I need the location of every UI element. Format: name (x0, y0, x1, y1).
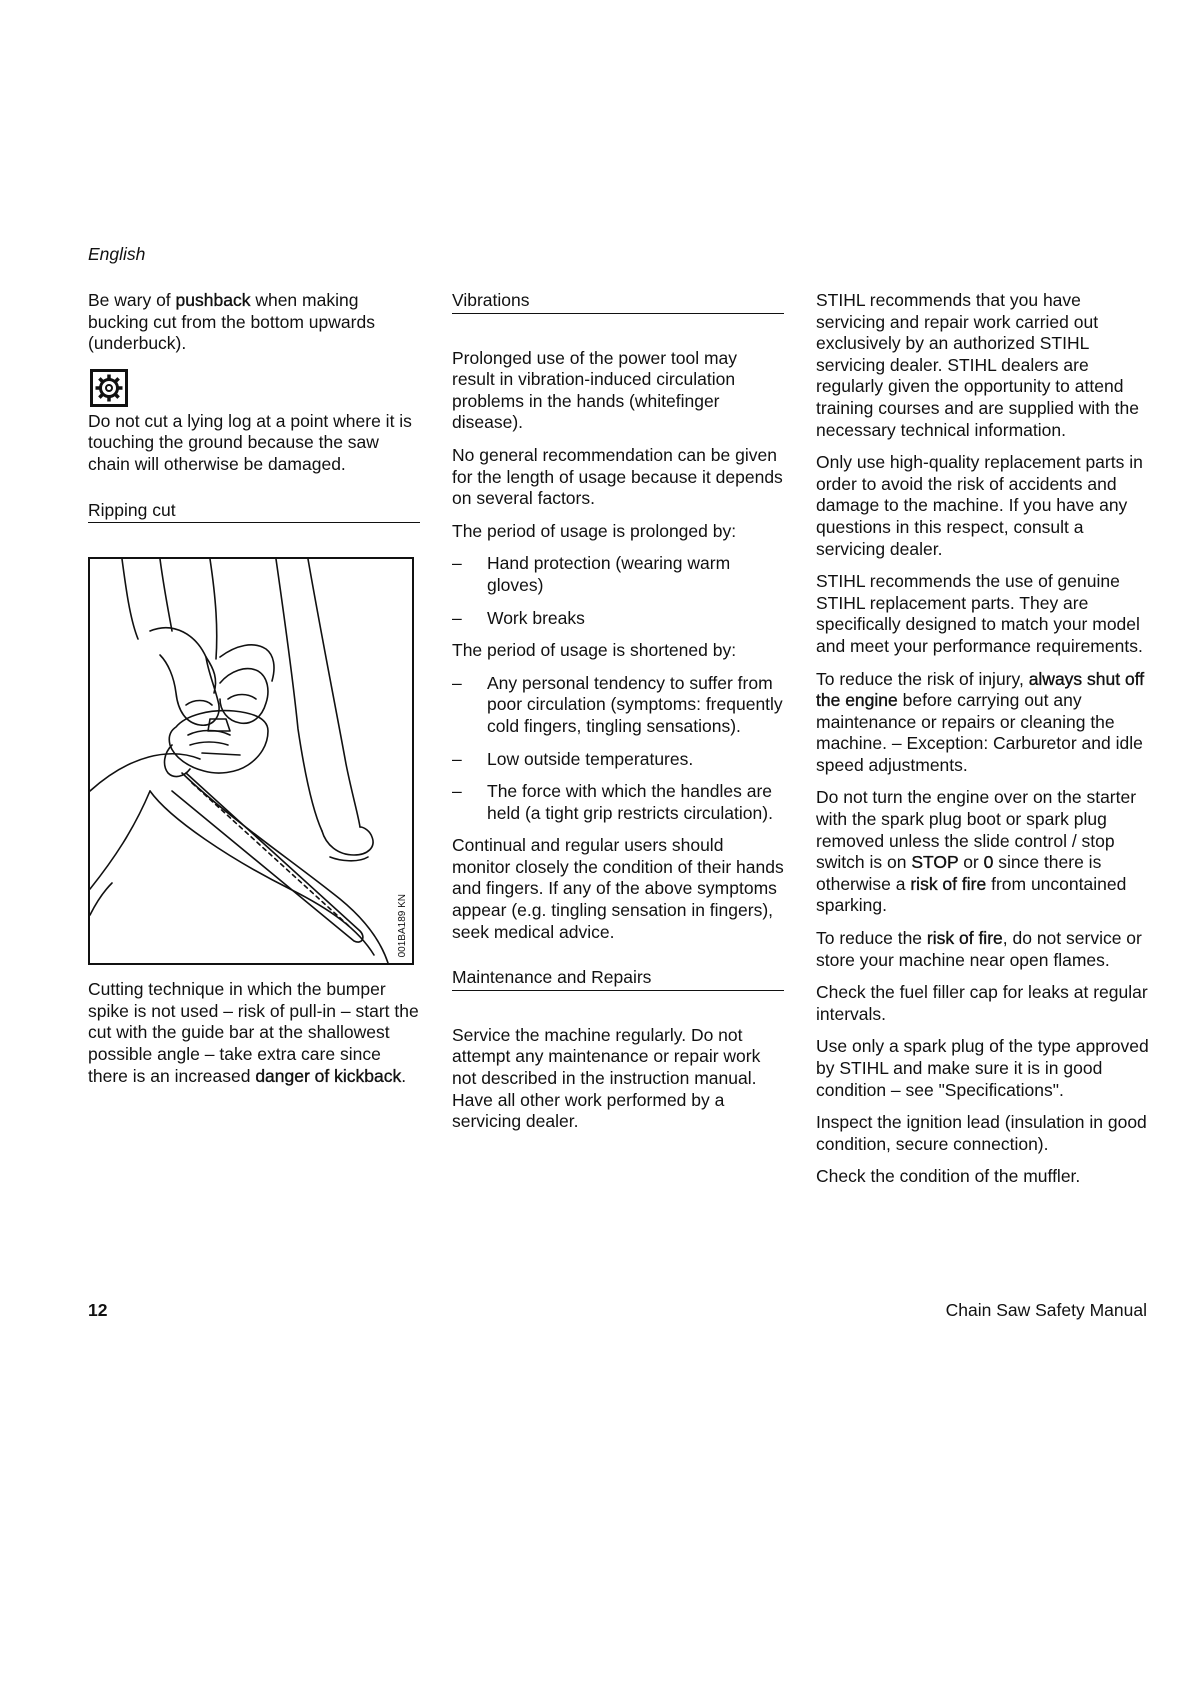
pushback-paragraph: Be wary of pushback when making bucking cut from the bottom upwards (underbuck). (88, 290, 375, 354)
shortened-list (452, 673, 784, 825)
ripping-cut-heading: Ripping cut (88, 500, 420, 524)
ripping-cut-caption: Cutting technique in which the bumper spike is not used – risk of pull-in – start the cut with the guide bar at the shallowest possible angle – take extra care since there is an increased danger of kickback. (88, 979, 419, 1086)
list-item: – Any personal tendency to suffer from poor circulation (symptoms: frequently cold fingers, tingling sensations). (452, 672, 783, 736)
vibrations-heading: Vibrations (452, 290, 784, 314)
ripping-cut-illustration (88, 557, 414, 965)
column-2 (452, 290, 784, 1144)
fuel-cap-paragraph: Check the fuel filler cap for leaks at regular intervals. (816, 982, 1148, 1024)
ignition-lead-paragraph: Inspect the ignition lead (insulation in good condition, secure connection). (816, 1112, 1147, 1154)
vibrations-paragraph-2: No general recommendation can be given for the length of usage because it depends on several factors. (452, 444, 783, 509)
page-number: 12 (88, 1300, 108, 1320)
language-label: English (88, 244, 146, 264)
spark-plug-removed-paragraph: Do not turn the engine over on the starter with the spark plug boot or spark plug removed unless the slide control / stop switch is on STOP or 0 since there is otherwise a risk of fire from uncontained sparking. (816, 787, 1137, 916)
shut-off-engine-paragraph: To reduce the risk of injury, always shut off the engine before carrying out any maintenance or repairs or cleaning the machine. – Exception: Carburetor and idle speed adjustments. (816, 668, 1145, 775)
muffler-paragraph: Check the condition of the muffler. (816, 1166, 1081, 1187)
column-3 (816, 290, 1152, 1199)
figure-code: 001BA189 KN (397, 893, 408, 958)
list-item: – The force with which the handles are held (a tight grip restricts circulation). (452, 781, 773, 823)
replacement-parts-paragraph: Only use high-quality replacement parts in order to avoid the risk of accidents and damage to the machine. If you have any questions in this respect, consult a servicing dealer. (816, 452, 1143, 559)
usage-prolonged-intro: The period of usage is prolonged by: (452, 520, 737, 541)
list-item: – Hand protection (wearing warm gloves) (452, 553, 731, 595)
usage-shortened-intro: The period of usage is shortened by: (452, 640, 737, 661)
spark-plug-type-paragraph: Use only a spark plug of the type approved by STIHL and make sure it is in good condition – see "Specifications". (816, 1036, 1149, 1100)
open-flames-paragraph: To reduce the risk of fire, do not service or store your machine near open flames. (816, 928, 1142, 970)
list-item: – Low outside temperatures. (452, 748, 694, 769)
column-1 (88, 290, 420, 1098)
lying-log-paragraph: Do not cut a lying log at a point where it is touching the ground because the saw chain will otherwise be damaged. (88, 410, 412, 474)
dealer-recommendation-paragraph: STIHL recommends that you have servicing and repair work carried out exclusively by an authorized STIHL servicing dealer. STIHL dealers are regularly given the opportunity to attend training courses and are supplied with the necessary technical information. (816, 290, 1139, 440)
prolonged-list (452, 553, 784, 629)
maintenance-heading: Maintenance and Repairs (452, 967, 784, 991)
danger-of-kickback-term: danger of kickback (255, 1065, 402, 1086)
monitor-hands-paragraph: Continual and regular users should monitor closely the condition of their hands and fingers. If any of the above symptoms appear (e.g. tingling sensation in fingers), seek medical advice. (452, 835, 784, 942)
footer-title: Chain Saw Safety Manual (945, 1300, 1147, 1320)
vibrations-paragraph-1: Prolonged use of the power tool may result in vibration-induced circulation problems in the hands (whitefinger disease). (452, 347, 738, 433)
genuine-parts-paragraph: STIHL recommends the use of genuine STIHL replacement parts. They are specifically designed to match your model and meet your performance requirements. (816, 571, 1143, 656)
service-regularly-paragraph: Service the machine regularly. Do not attempt any maintenance or repair work not described in the instruction manual. Have all other work performed by a servicing dealer. (452, 1024, 761, 1132)
list-item: – Work breaks (452, 607, 585, 628)
gear-warning-icon (90, 369, 128, 407)
pushback-term: pushback (175, 290, 251, 310)
